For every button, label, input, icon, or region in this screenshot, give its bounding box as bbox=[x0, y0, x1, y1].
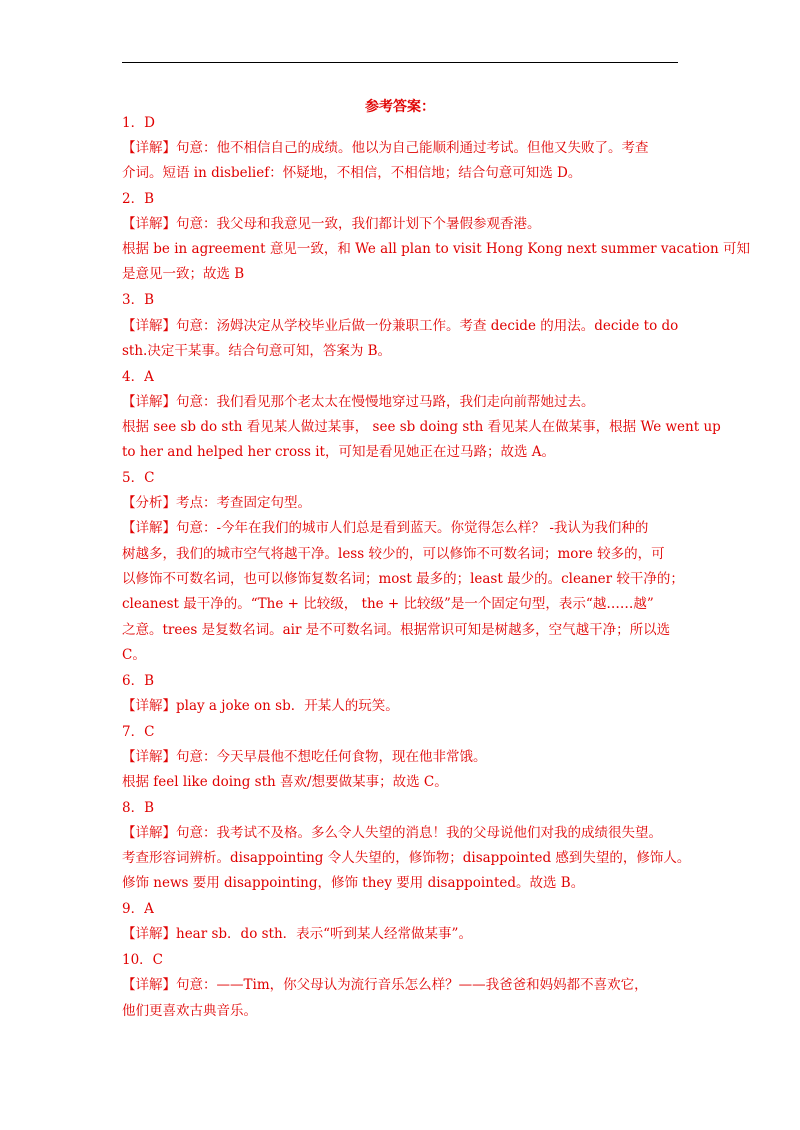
text-line: 【详解】play a joke on sb．开某人的玩笑。 bbox=[122, 698, 399, 714]
text-line: 9．A bbox=[122, 901, 154, 917]
text-line: 【详解】句意：-今年在我们的城市人们总是看到蓝天。你觉得怎么样？ -我认为我们种的 bbox=[122, 520, 649, 536]
text-line: 2．B bbox=[122, 191, 155, 207]
text-line: 【详解】句意：今天早晨他不想吃任何食物，现在他非常饿。 bbox=[122, 749, 487, 765]
text-line: 介词。短语 in disbelief：怀疑地，不相信，不相信地；结合句意可知选 D。 bbox=[122, 165, 582, 181]
text-line: 树越多，我们的城市空气将越干净。less 较少的，可以修饰不可数名词；more 较多的，可 bbox=[122, 546, 665, 562]
text-line: 之意。trees 是复数名词。air 是不可数名词。根据常识可知是树越多，空气越干净；所以选 bbox=[122, 622, 671, 638]
text-line: 【详解】hear sb．do sth．表示“听到某人经常做某事”。 bbox=[122, 926, 472, 942]
text-line: 考查形容词辨析。disappointing 令人失望的，修饰物；disappointed 感到失望的，修饰人。 bbox=[122, 850, 691, 866]
text-line: 7．C bbox=[122, 724, 155, 740]
text-line: 他们更喜欢古典音乐。 bbox=[122, 1003, 257, 1019]
text-line: sth.决定干某事。结合句意可知，答案为 B。 bbox=[122, 343, 392, 359]
text-line: 【详解】句意：我父母和我意见一致，我们都计划下个暑假参观香港。 bbox=[122, 216, 541, 232]
text-line: to her and helped her cross it，可知是看见她正在过马路；故选 A。 bbox=[122, 444, 556, 460]
text-line: 根据 be in agreement 意见一致，和 We all plan to visit Hong Kong next summer vacation 可知 bbox=[122, 241, 751, 257]
text-line: 【详解】句意：他不相信自己的成绩。他以为自己能顺利通过考试。但他又失败了。考查 bbox=[122, 140, 649, 156]
text-line: cleanest 最干净的。“The + 比较级， the + 比较级”是一个固定句型，表示“越……越” bbox=[122, 596, 654, 612]
text-line: 以修饰不可数名词，也可以修饰复数名词；most 最多的；least 最少的。cleaner 较干净的； bbox=[122, 571, 684, 587]
text-line: C。 bbox=[122, 647, 146, 663]
text-line: 是意见一致；故选 B bbox=[122, 266, 245, 282]
text-line: 【详解】句意：我们看见那个老太太在慢慢地穿过马路，我们走向前帮她过去。 bbox=[122, 394, 595, 410]
text-line: 8．B bbox=[122, 800, 155, 816]
text-line: 根据 feel like doing sth 喜欢/想要做某事；故选 C。 bbox=[122, 774, 448, 790]
text-line: 10．C bbox=[122, 952, 164, 968]
text-line: 根据 see sb do sth 看见某人做过某事， see sb doing sth 看见某人在做某事，根据 We went up bbox=[122, 419, 721, 435]
page-title: 参考答案： bbox=[365, 99, 435, 115]
text-line: 【详解】句意：我考试不及格。多么令人失望的消息！我的父母说他们对我的成绩很失望。 bbox=[122, 825, 662, 841]
text-line: 5．C bbox=[122, 470, 155, 486]
text-line: 3．B bbox=[122, 292, 155, 308]
text-line: 修饰 news 要用 disappointing，修饰 they 要用 disappointed。故选 B。 bbox=[122, 875, 585, 891]
text-line: 【详解】句意：——Tim，你父母认为流行音乐怎么样？——我爸爸和妈妈都不喜欢它， bbox=[122, 977, 648, 993]
text-line: 6．B bbox=[122, 673, 155, 689]
text-line: 4．A bbox=[122, 369, 154, 385]
text-line: 【分析】考点：考查固定句型。 bbox=[122, 495, 311, 511]
text-line: 【详解】句意：汤姆决定从学校毕业后做一份兼职工作。考查 decide 的用法。decide to do bbox=[122, 318, 679, 334]
text-line: 1．D bbox=[122, 115, 155, 131]
header-rule bbox=[122, 62, 678, 63]
